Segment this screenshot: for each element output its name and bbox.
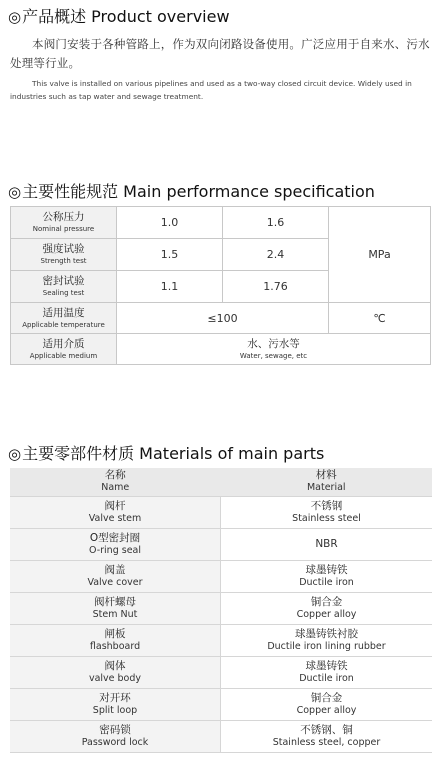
part-name-cn: 阀杆螺母	[94, 595, 136, 608]
performance-title	[8, 179, 375, 202]
table-row	[10, 720, 432, 752]
material-cn: 球墨铸铁	[305, 563, 348, 576]
part-name	[10, 656, 221, 688]
label-en: Strength test	[40, 257, 87, 265]
table-row	[10, 560, 432, 592]
table-row	[10, 624, 432, 656]
temperature-unit: ℃	[329, 303, 431, 334]
part-material	[221, 624, 433, 656]
circle-bullet-icon: ◎	[8, 8, 22, 26]
label-cn: 密封试验	[42, 275, 85, 287]
label-en: Applicable temperature	[22, 320, 105, 329]
label-cn: 适用温度	[42, 306, 85, 319]
part-name-en: Valve cover	[87, 576, 143, 588]
part-name-cn: 闸板	[104, 627, 126, 640]
part-name-cn: 阀体	[104, 659, 126, 672]
part-material	[221, 656, 433, 688]
part-material	[221, 688, 433, 720]
materials-title	[8, 441, 324, 464]
value-cell: 2.4	[223, 239, 329, 271]
part-name-en: flashboard	[89, 640, 141, 652]
part-material	[221, 496, 433, 528]
overview-title-text: 产品概述 Product overview	[22, 7, 230, 26]
value-cell: 1.1	[117, 271, 223, 303]
medium-value	[117, 334, 431, 365]
part-name-cn: 对开环	[99, 691, 131, 704]
row-label	[11, 303, 117, 334]
table-row	[11, 334, 431, 365]
table-row	[10, 688, 432, 720]
part-name	[10, 592, 221, 624]
table-row	[11, 207, 431, 239]
part-material	[221, 720, 433, 752]
material-en: Ductile iron	[299, 576, 354, 588]
label-en: Sealing test	[42, 289, 85, 297]
overview-text-cn: 本阀门安装于各种管路上，作为双向闭路设备使用。广泛应用于自来水、污水处理等行业。	[10, 37, 430, 70]
table-row	[10, 656, 432, 688]
label-en: Nominal pressure	[32, 225, 95, 233]
row-label	[11, 334, 117, 365]
medium-value-cn: 水、污水等	[247, 337, 300, 350]
part-name-en: Split loop	[92, 704, 138, 716]
part-material	[221, 592, 433, 624]
header-name	[10, 468, 221, 496]
label-cn: 强度试验	[42, 243, 85, 255]
part-name-cn: 密码锁	[99, 723, 131, 736]
material-en: Stainless steel, copper	[272, 736, 381, 748]
table-header-row	[10, 468, 432, 496]
medium-value-en: Water, sewage, etc	[239, 351, 308, 360]
material-en: Ductile iron lining rubber	[267, 640, 386, 652]
material-en: NBR	[315, 538, 338, 550]
material-en: Stainless steel	[292, 512, 361, 524]
part-name-en: Valve stem	[88, 512, 142, 524]
material-cn: 铜合金	[310, 691, 343, 704]
circle-bullet-icon: ◎	[8, 445, 22, 463]
header-material-cn: 材料	[315, 469, 337, 482]
part-name	[10, 496, 221, 528]
table-row	[10, 592, 432, 624]
table-row	[11, 303, 431, 334]
overview-text-en: This valve is installed on various pipelines and used as a two-way closed circuit device. Widely used in industries such as tap water and sewage treatment.	[10, 79, 412, 101]
part-name-en: valve body	[88, 672, 142, 684]
part-name-cn: 阀杆	[104, 499, 126, 512]
part-name	[10, 528, 221, 560]
material-en: Ductile iron	[299, 672, 354, 684]
row-label	[11, 207, 117, 239]
performance-title-text: 主要性能规范 Main performance specification	[22, 182, 375, 201]
performance-table	[10, 206, 431, 365]
label-cn: 公称压力	[42, 211, 85, 223]
value-cell: 1.76	[223, 271, 329, 303]
table-row	[10, 496, 432, 528]
materials-title-text: 主要零部件材质 Materials of main parts	[22, 444, 325, 463]
header-material	[221, 468, 433, 496]
table-row	[10, 528, 432, 560]
circle-bullet-icon: ◎	[8, 183, 22, 201]
header-material-en: Material	[306, 482, 346, 494]
value-cell: 1.5	[117, 239, 223, 271]
material-cn: 不锈钢	[310, 499, 343, 512]
part-name-en: Stem Nut	[92, 608, 138, 620]
part-material	[221, 560, 433, 592]
pressure-unit-cell: MPa	[329, 207, 431, 303]
part-name-en: O-ring seal	[88, 544, 142, 556]
value-cell: 1.0	[117, 207, 223, 239]
temperature-value: ≤100	[117, 303, 329, 334]
label-cn: 适用介质	[42, 337, 85, 350]
material-cn: 铜合金	[310, 595, 343, 608]
material-cn: 球墨铸铁	[305, 659, 348, 672]
material-cn: 不锈钢、铜	[300, 723, 353, 736]
material-en: Copper alloy	[296, 704, 357, 716]
header-name-en: Name	[101, 482, 130, 494]
material-cn: 球墨铸铁衬胶	[295, 627, 358, 640]
materials-table	[10, 468, 432, 753]
overview-title	[8, 4, 230, 27]
part-name	[10, 560, 221, 592]
part-name-en: Password lock	[81, 736, 149, 748]
part-name	[10, 688, 221, 720]
value-cell: 1.6	[223, 207, 329, 239]
part-name	[10, 720, 221, 752]
material-en: Copper alloy	[296, 608, 357, 620]
part-material	[221, 528, 433, 560]
header-name-cn: 名称	[104, 469, 126, 482]
row-label	[11, 239, 117, 271]
row-label	[11, 271, 117, 303]
part-name-cn: O型密封圈	[89, 531, 141, 544]
label-en: Applicable medium	[29, 351, 98, 360]
part-name-cn: 阀盖	[104, 563, 126, 576]
part-name	[10, 624, 221, 656]
